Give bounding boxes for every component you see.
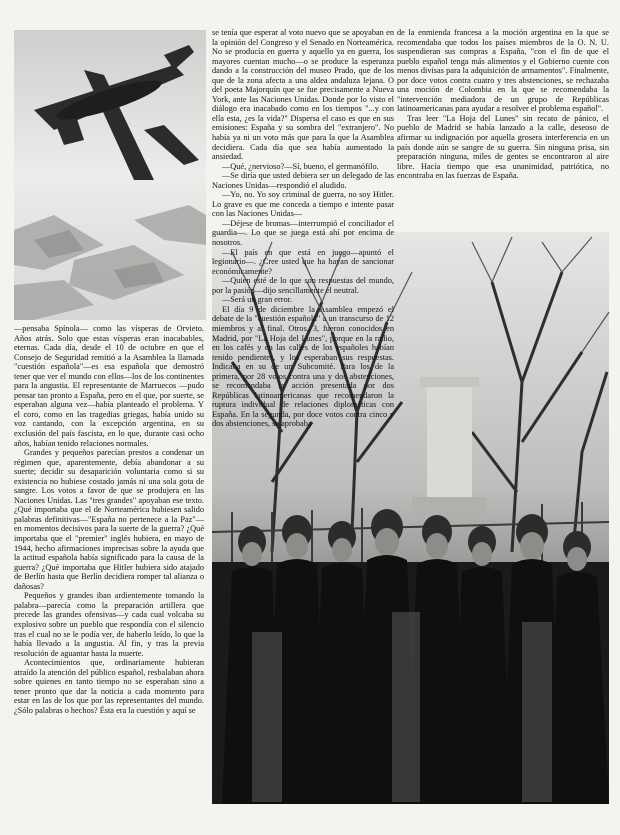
paragraph: El día 9 de diciembre la Asamblea empezó el debate de la "cuestión española" a un transcurso de 12 miembros y al final. Otros, 3, fueron conocidos en Madrid, por "La Hoja del Lunes", porque en la radio, en los cafés y en las calles de los españoles habían tenido pendientes, y los esperaban sus respuestas. Indicaba en su de un Subcomité. Para los de la primera, por 28 votos contra una y dos abstenciones, se recomendaba la acción presentada por dos Repúblicas latinoamericanas que recomendaron la ruptura individual de relaciones diplomáticas con España. En la segunda, por doce votos contra cinco y dos abstenciones, se aprobaba: [212, 304, 394, 429]
text-column-right: [397, 28, 609, 230]
paragraph: se tenía que esperar al voto nuevo que se apoyaban en la opinión del Congreso y el Senado en Norteamérica. No se producía en guerra y aquello ya en guerra, los mayores cuentan mucho—o se produce la esperanza dando a la construcción del museo Prado, que de los que de la zona afecta a una aldea andaluza lejana. O del poeta Majorquín que se fue precisamente a Nueva York, ante las Naciones Unidas. Donde por lo visto el diálogo era inacabado como en los tiempos "...y con ella esta, ¿es la vida?" Dispersa el caso es que en sus emisiones: España y su sombra del "extranjero". No había ya ni un voto más que para la que la Asamblea decidiera. Cada día que sea había aumentado la ansiedad.: [212, 28, 394, 162]
dialogue-line: —Quien esté de lo que son respuestas del mundo, por la pasión—dijo sencillamente el neutral.: [212, 276, 394, 295]
dialogue-line: —El país en que está en juego—apuntó el legionario—. ¿Cree usted que ha hayan de sancionar económicamente?: [212, 247, 394, 276]
airplane-illustration: [14, 30, 206, 320]
paragraph: Grandes y pequeños parecían prestos a condenar un régimen que, aparentemente, debía abandonar a su suerte; decidir su desaparición voluntaria como si su existencia no hubiese costado jamás ni una sola gota de sangre. Los votos a favor de que se produjera en las Naciones Unidas. Las "tres grandes" apoyaban ese texto. ¿Qué importaba que el de Norteamérica hubiesen salido palabras definitivas—"España no pertenece a la Paz"—en momentos decisivos para la suerte de la guerra? ¿Qué importaba que el "premier" inglés hubiera, en mayo de 1944, hecho afirmaciones imprecisas sobre la ayuda que la actitud española había significado para la causa de la guerra? ¿Qué importaba que Hitler hubiera sido atajado de Berlín hasta que Berlín decidiera romper tal alianza o dañosas?: [14, 448, 204, 591]
paragraph: de la enmienda francesa a la moción argentina en la que se recomendaba que todos los países miembros de la O. N. U. suspendieran sus compras a España, "con el fin de que el pueblo español tenga más alimentos y el Gobierno cuente con menos divisas para la adquisición de armamentos". Finalmente, por doce votos contra cuatro y tres abstenciones, se rechazaba una moción de Colombia en la que se recomendaba la "intervención mediadora de un grupo de Repúblicas latinoamericanas para ayudar a resolver el problema español".: [397, 28, 609, 114]
text-column-middle: [212, 28, 394, 429]
dialogue-line: —Qué, ¿nervioso?—Sí, bueno, el germanófilo.: [222, 161, 379, 171]
dialogue-line: —Déjese de bromas—interrumpió el conciliador el guardia—. Lo que se juega está ahí por encima de nosotros.: [212, 218, 394, 248]
paragraph: —pensaba Spínola— como las vísperas de Orvieto. Años atrás. Solo que estas vísperas eran inacabables, eternas. Cada día, desde el 10 de octubre en que el Consejo de Seguridad remitió a la Asamblea la llamada "cuestión española"—es esa española que demostró tener que ver el mundo con ellos—los de los continentes para la angustia. El representante de Marruecos —pudo pensar tan pronto a España, pero en el que, por suerte, se esperaban alguna vez—había planteado el problema. Y el coro, como en las tragedias griegas, había unido su voz cantando, con la excepción argentina, en su exclusión del país fascista, en lo que, durante casi ocho años, habían tenido relaciones normales.: [14, 324, 204, 448]
paragraph: Tras leer "La Hoja del Lunes" sin recato de pánico, el pueblo de Madrid se había lanzado a la calle, deseoso de afirmar su indignación por aquella grosera interferencia en un país donde aún se sangre de su guerra. Sin ninguna prisa, sin preparación ninguna, miles de gentes se encontraron al aire libre. Hacía tiempo que esa unanimidad, patriótica, no encontraba en las fuerzas de España.: [397, 113, 609, 181]
airplane-photo: [14, 30, 206, 320]
dialogue-line: —Se diría que usted debiera ser un delegado de las Naciones Unidas—respondió el aludido.: [212, 171, 394, 190]
text-column-left: [14, 324, 204, 816]
dialogue-line: —Será un gran error.: [222, 295, 293, 305]
paragraph: Acontecimientos que, ordinariamente hubieran atraído la atención del público español, resbalaban ahora sobre quienes en tanto tiempo no se esperaban sino a tener pronto que dar la noticia a cada momento para estar en las de los que por las representantes del mundo. ¿Sólo palabras o hechos? Ésta era la cuestión y aquí se: [14, 658, 204, 715]
paragraph: Pequeños y grandes iban ardientemente tomando la palabra—parecía como la preparación artillera que precede las grandes ofensivas—y cada cual volcaba su explosivo sobre un pueblo que respondía con el silencio tras el cual no se le podía ver, de haberlo leído, lo que la había llevado a la angustia. Al fin, y tras la previa resolución de aguantar hasta la muerte.: [14, 591, 204, 658]
dialogue-line: —Yo, no. Yo soy criminal de guerra, no soy Hitler. Lo grave es que me conceda a tiempo e intente pasar con las Naciones Unidas—: [212, 190, 394, 219]
